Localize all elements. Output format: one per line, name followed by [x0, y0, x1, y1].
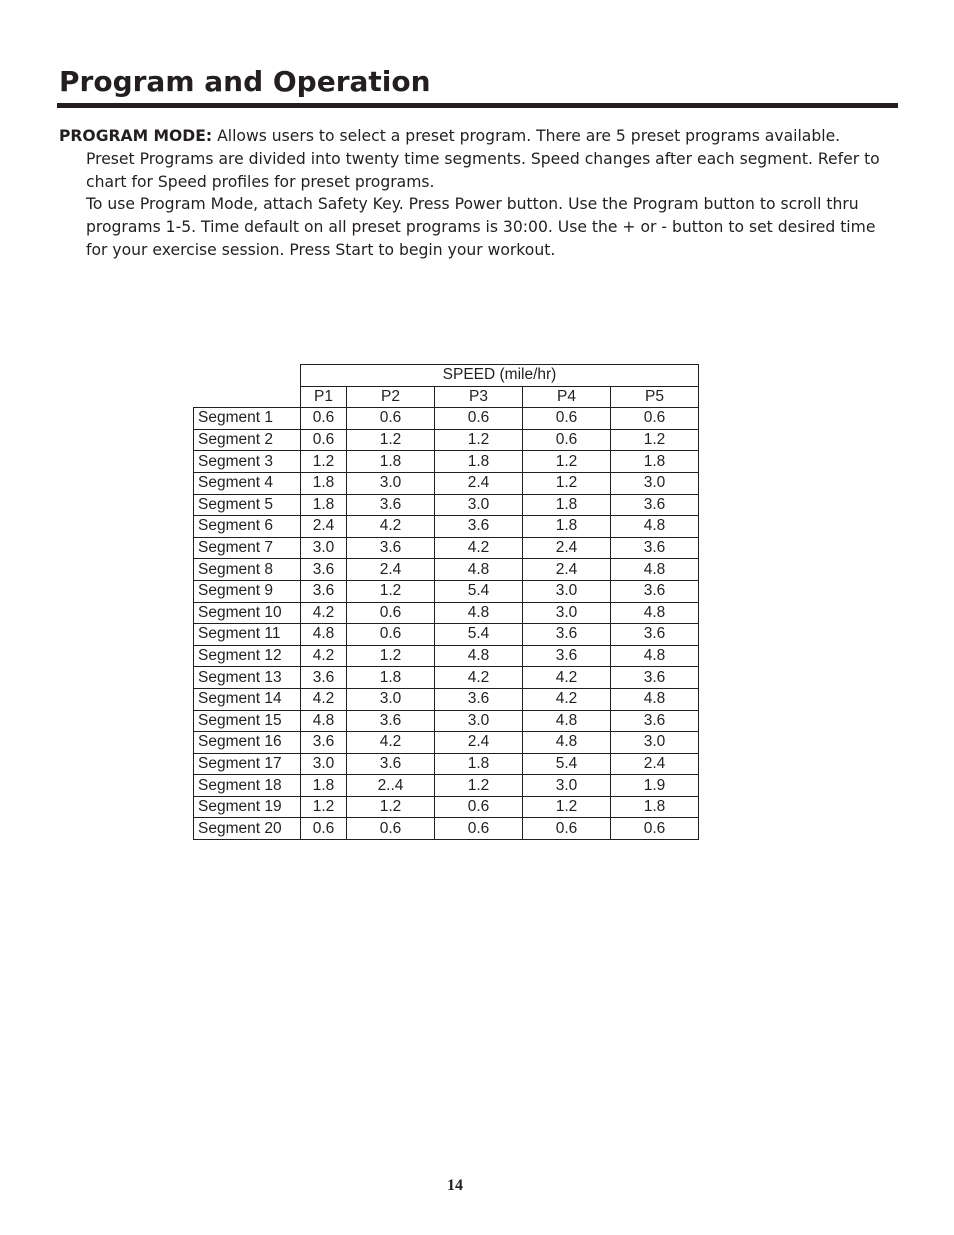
table-corner-blank	[194, 365, 301, 387]
segment-label: Segment 8	[194, 559, 301, 581]
segment-label: Segment 7	[194, 537, 301, 559]
speed-cell-p2: 1.8	[347, 451, 435, 473]
speed-cell-p1: 1.2	[301, 451, 347, 473]
page-number: 14	[447, 1177, 463, 1194]
speed-cell-p3: 0.6	[435, 796, 523, 818]
speed-cell-p2: 3.6	[347, 537, 435, 559]
speed-cell-p1: 4.2	[301, 602, 347, 624]
speed-cell-p1: 3.6	[301, 667, 347, 689]
speed-cell-p2: 3.6	[347, 710, 435, 732]
speed-cell-p1: 3.0	[301, 537, 347, 559]
speed-cell-p3: 1.8	[435, 753, 523, 775]
segment-label: Segment 6	[194, 516, 301, 538]
column-header-p5: P5	[611, 386, 699, 408]
speed-cell-p2: 2.4	[347, 559, 435, 581]
speed-cell-p5: 1.8	[611, 451, 699, 473]
speed-cell-p1: 4.8	[301, 624, 347, 646]
table-row	[194, 624, 699, 646]
speed-cell-p1: 0.6	[301, 429, 347, 451]
speed-cell-p5: 3.6	[611, 624, 699, 646]
segment-label: Segment 13	[194, 667, 301, 689]
table-row	[194, 645, 699, 667]
speed-cell-p1: 4.8	[301, 710, 347, 732]
speed-cell-p5: 3.6	[611, 667, 699, 689]
speed-cell-p5: 3.0	[611, 732, 699, 754]
speed-cell-p2: 0.6	[347, 624, 435, 646]
table-row	[194, 667, 699, 689]
speed-cell-p4: 4.2	[523, 667, 611, 689]
speed-cell-p3: 0.6	[435, 818, 523, 840]
speed-cell-p5: 0.6	[611, 408, 699, 430]
speed-cell-p3: 2.4	[435, 732, 523, 754]
speed-cell-p4: 1.8	[523, 516, 611, 538]
column-header-p2: P2	[347, 386, 435, 408]
table-title-row	[194, 365, 699, 387]
speed-cell-p4: 0.6	[523, 408, 611, 430]
intro-paragraph-1-text: Allows users to select a preset program. There are 5 preset programs available. Preset Programs are divided into twenty time segments. Speed changes after each segment. Refer to chart for Speed profiles for preset programs.	[86, 127, 880, 191]
speed-cell-p4: 1.2	[523, 796, 611, 818]
speed-cell-p5: 0.6	[611, 818, 699, 840]
segment-label: Segment 5	[194, 494, 301, 516]
speed-cell-p2: 0.6	[347, 602, 435, 624]
program-mode-description	[59, 125, 889, 262]
speed-cell-p5: 2.4	[611, 753, 699, 775]
speed-cell-p3: 1.8	[435, 451, 523, 473]
speed-cell-p2: 1.2	[347, 580, 435, 602]
speed-cell-p1: 1.8	[301, 472, 347, 494]
speed-cell-p2: 3.0	[347, 688, 435, 710]
intro-paragraph-1	[59, 125, 889, 193]
speed-cell-p4: 1.2	[523, 472, 611, 494]
segment-label: Segment 2	[194, 429, 301, 451]
speed-cell-p2: 0.6	[347, 818, 435, 840]
speed-cell-p5: 3.6	[611, 580, 699, 602]
speed-cell-p2: 1.8	[347, 667, 435, 689]
table-row	[194, 602, 699, 624]
speed-cell-p1: 1.8	[301, 775, 347, 797]
table-row	[194, 494, 699, 516]
speed-cell-p3: 4.8	[435, 559, 523, 581]
speed-cell-p4: 4.2	[523, 688, 611, 710]
segment-label: Segment 12	[194, 645, 301, 667]
table-row	[194, 559, 699, 581]
speed-cell-p3: 5.4	[435, 624, 523, 646]
speed-cell-p5: 4.8	[611, 645, 699, 667]
speed-cell-p1: 4.2	[301, 688, 347, 710]
speed-cell-p1: 1.2	[301, 796, 347, 818]
speed-cell-p4: 2.4	[523, 537, 611, 559]
speed-cell-p3: 0.6	[435, 408, 523, 430]
speed-cell-p3: 3.0	[435, 494, 523, 516]
speed-table-body	[194, 365, 699, 840]
table-row	[194, 472, 699, 494]
segment-label: Segment 19	[194, 796, 301, 818]
table-row	[194, 818, 699, 840]
speed-cell-p2: 2..4	[347, 775, 435, 797]
speed-cell-p5: 4.8	[611, 602, 699, 624]
speed-cell-p3: 4.8	[435, 645, 523, 667]
speed-cell-p1: 4.2	[301, 645, 347, 667]
speed-cell-p4: 3.0	[523, 580, 611, 602]
speed-cell-p3: 4.2	[435, 537, 523, 559]
speed-cell-p3: 1.2	[435, 775, 523, 797]
speed-cell-p4: 4.8	[523, 732, 611, 754]
table-row	[194, 537, 699, 559]
speed-cell-p2: 4.2	[347, 732, 435, 754]
speed-cell-p4: 1.2	[523, 451, 611, 473]
segment-label: Segment 4	[194, 472, 301, 494]
segment-label: Segment 18	[194, 775, 301, 797]
table-corner-blank	[194, 386, 301, 408]
title-divider	[57, 103, 898, 108]
speed-cell-p2: 1.2	[347, 645, 435, 667]
speed-cell-p3: 3.0	[435, 710, 523, 732]
column-header-p3: P3	[435, 386, 523, 408]
table-row	[194, 710, 699, 732]
segment-label: Segment 1	[194, 408, 301, 430]
table-row	[194, 753, 699, 775]
speed-cell-p1: 3.6	[301, 559, 347, 581]
speed-cell-p1: 2.4	[301, 516, 347, 538]
page-title: Program and Operation	[59, 65, 431, 98]
speed-cell-p4: 3.6	[523, 624, 611, 646]
segment-label: Segment 15	[194, 710, 301, 732]
speed-cell-p5: 3.6	[611, 494, 699, 516]
speed-cell-p5: 4.8	[611, 559, 699, 581]
speed-cell-p4: 3.0	[523, 775, 611, 797]
speed-cell-p2: 4.2	[347, 516, 435, 538]
speed-cell-p4: 0.6	[523, 429, 611, 451]
table-header-row	[194, 386, 699, 408]
speed-profile-table	[193, 364, 699, 840]
segment-label: Segment 17	[194, 753, 301, 775]
speed-cell-p2: 1.2	[347, 796, 435, 818]
table-row	[194, 451, 699, 473]
speed-cell-p2: 3.6	[347, 753, 435, 775]
program-mode-lead: PROGRAM MODE:	[59, 127, 213, 145]
speed-cell-p3: 3.6	[435, 688, 523, 710]
table-row	[194, 688, 699, 710]
speed-cell-p5: 4.8	[611, 516, 699, 538]
speed-cell-p2: 3.6	[347, 494, 435, 516]
speed-cell-p4: 0.6	[523, 818, 611, 840]
speed-cell-p5: 4.8	[611, 688, 699, 710]
table-title: SPEED (mile/hr)	[301, 365, 699, 387]
speed-cell-p3: 5.4	[435, 580, 523, 602]
segment-label: Segment 10	[194, 602, 301, 624]
segment-label: Segment 20	[194, 818, 301, 840]
intro-paragraph-2: To use Program Mode, attach Safety Key. Press Power button. Use the Program button to scroll thru programs 1-5. Time default on all preset programs is 30:00. Use the + or - button to set desired time for your exercise session. Press Start to begin your workout.	[86, 195, 876, 259]
speed-cell-p5: 1.8	[611, 796, 699, 818]
speed-cell-p5: 3.0	[611, 472, 699, 494]
table-row	[194, 429, 699, 451]
table-row	[194, 408, 699, 430]
speed-cell-p2: 3.0	[347, 472, 435, 494]
table-row	[194, 775, 699, 797]
table-row	[194, 732, 699, 754]
table-row	[194, 796, 699, 818]
segment-label: Segment 16	[194, 732, 301, 754]
speed-cell-p1: 1.8	[301, 494, 347, 516]
speed-cell-p4: 5.4	[523, 753, 611, 775]
speed-cell-p1: 0.6	[301, 408, 347, 430]
column-header-p4: P4	[523, 386, 611, 408]
speed-cell-p5: 3.6	[611, 710, 699, 732]
speed-cell-p2: 1.2	[347, 429, 435, 451]
segment-label: Segment 11	[194, 624, 301, 646]
speed-cell-p3: 4.8	[435, 602, 523, 624]
column-header-p1: P1	[301, 386, 347, 408]
speed-cell-p3: 3.6	[435, 516, 523, 538]
speed-cell-p1: 0.6	[301, 818, 347, 840]
segment-label: Segment 14	[194, 688, 301, 710]
speed-cell-p5: 3.6	[611, 537, 699, 559]
speed-cell-p1: 3.0	[301, 753, 347, 775]
speed-cell-p5: 1.2	[611, 429, 699, 451]
speed-cell-p4: 3.6	[523, 645, 611, 667]
speed-cell-p1: 3.6	[301, 580, 347, 602]
speed-cell-p2: 0.6	[347, 408, 435, 430]
speed-cell-p3: 2.4	[435, 472, 523, 494]
speed-cell-p5: 1.9	[611, 775, 699, 797]
speed-cell-p4: 2.4	[523, 559, 611, 581]
table-row	[194, 516, 699, 538]
speed-cell-p4: 3.0	[523, 602, 611, 624]
speed-cell-p3: 1.2	[435, 429, 523, 451]
segment-label: Segment 9	[194, 580, 301, 602]
speed-cell-p4: 4.8	[523, 710, 611, 732]
speed-cell-p3: 4.2	[435, 667, 523, 689]
speed-cell-p4: 1.8	[523, 494, 611, 516]
table-row	[194, 580, 699, 602]
segment-label: Segment 3	[194, 451, 301, 473]
speed-cell-p1: 3.6	[301, 732, 347, 754]
